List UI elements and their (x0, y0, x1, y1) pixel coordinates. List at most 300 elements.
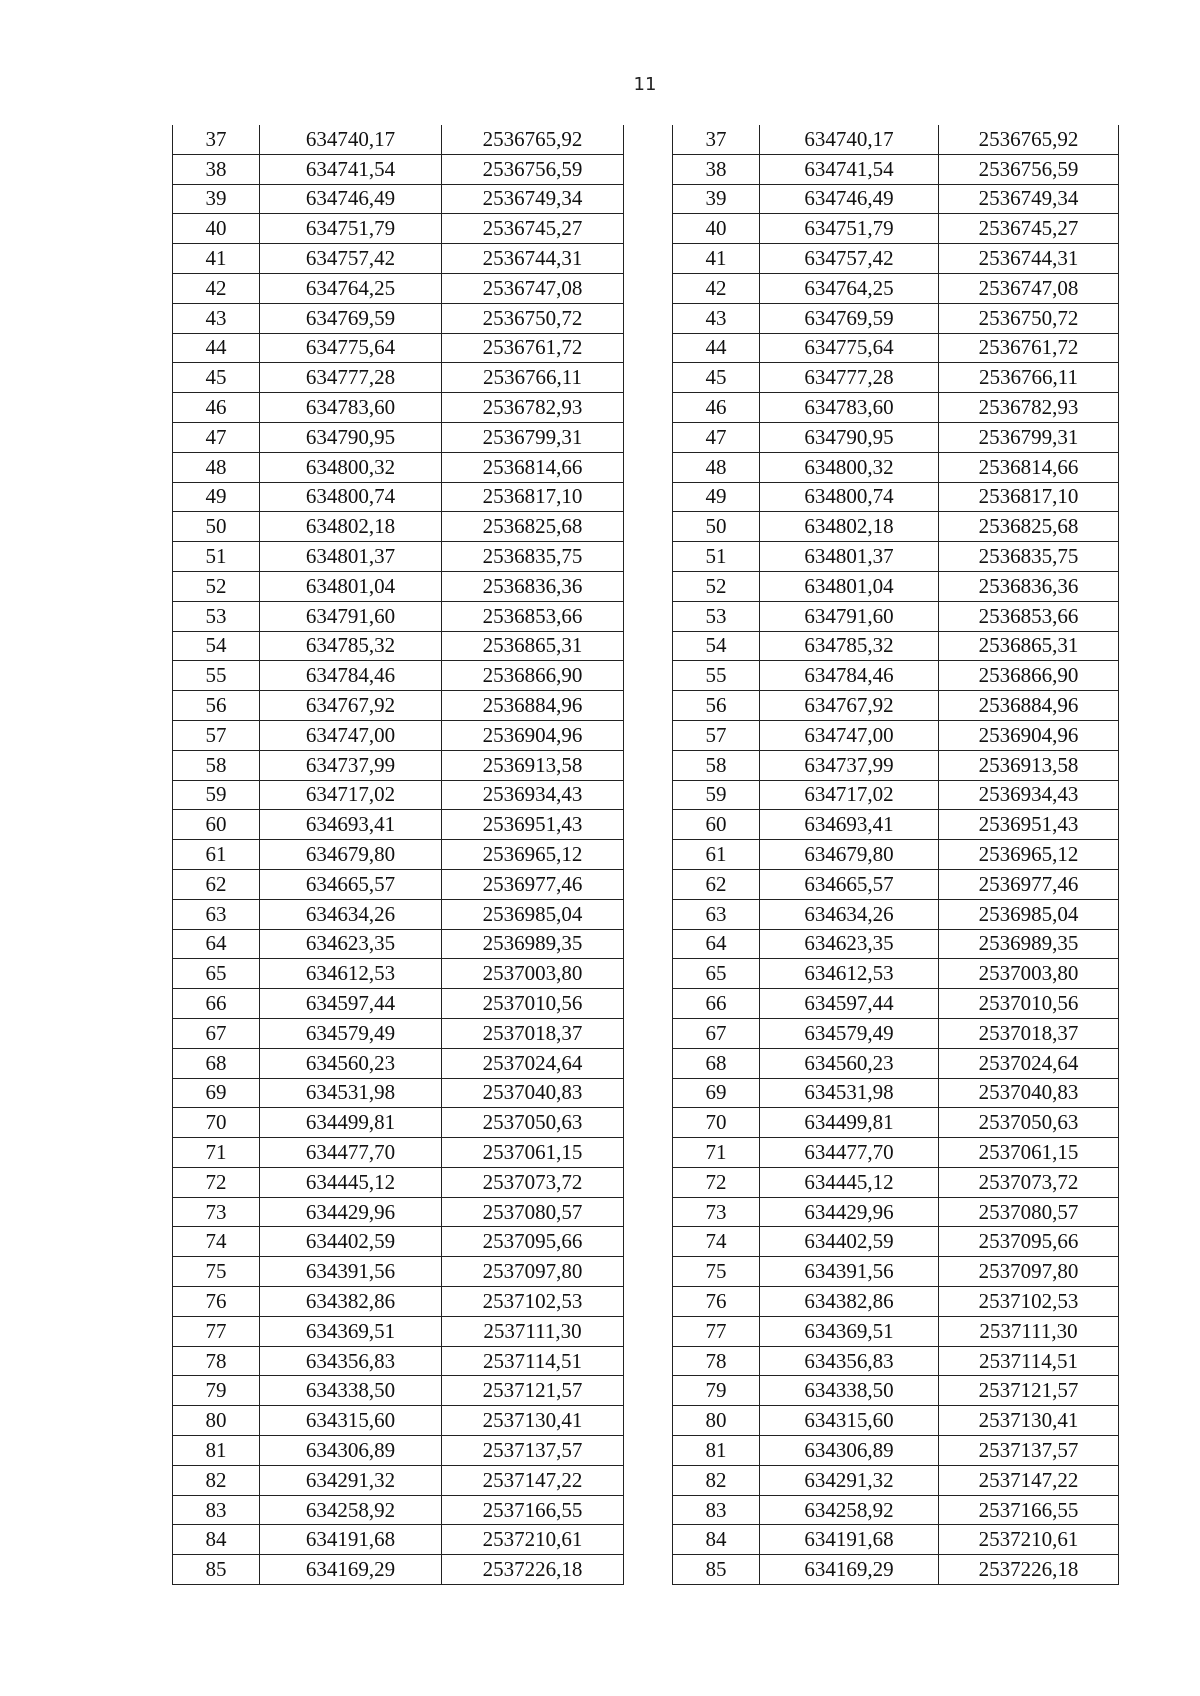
x-coordinate-right: 634597,44 (760, 989, 939, 1019)
y-coordinate-left: 2537010,56 (442, 989, 624, 1019)
x-coordinate-right: 634757,42 (760, 244, 939, 274)
x-coordinate-left: 634579,49 (260, 1018, 442, 1048)
y-coordinate-left: 2537050,63 (442, 1108, 624, 1138)
x-coordinate-right: 634764,25 (760, 273, 939, 303)
column-gap (624, 482, 673, 512)
point-number-left: 77 (173, 1316, 260, 1346)
y-coordinate-right: 2536913,58 (939, 750, 1119, 780)
point-number-right: 71 (673, 1138, 760, 1168)
x-coordinate-left: 634369,51 (260, 1316, 442, 1346)
x-coordinate-right: 634790,95 (760, 422, 939, 452)
table-row (173, 1227, 1119, 1257)
y-coordinate-left: 2537210,61 (442, 1525, 624, 1555)
x-coordinate-left: 634597,44 (260, 989, 442, 1019)
column-gap (624, 720, 673, 750)
table-row (173, 1108, 1119, 1138)
point-number-left: 75 (173, 1257, 260, 1287)
point-number-right: 54 (673, 631, 760, 661)
point-number-left: 48 (173, 452, 260, 482)
column-gap (624, 125, 673, 154)
column-gap (624, 1316, 673, 1346)
y-coordinate-left: 2537137,57 (442, 1436, 624, 1466)
point-number-right: 47 (673, 422, 760, 452)
x-coordinate-right: 634634,26 (760, 899, 939, 929)
point-number-right: 73 (673, 1197, 760, 1227)
point-number-right: 64 (673, 929, 760, 959)
point-number-left: 59 (173, 780, 260, 810)
y-coordinate-left: 2537061,15 (442, 1138, 624, 1168)
column-gap (624, 1555, 673, 1585)
point-number-right: 75 (673, 1257, 760, 1287)
table-row (173, 1495, 1119, 1525)
y-coordinate-right: 2536951,43 (939, 810, 1119, 840)
point-number-right: 69 (673, 1078, 760, 1108)
point-number-left: 64 (173, 929, 260, 959)
x-coordinate-left: 634612,53 (260, 959, 442, 989)
point-number-right: 45 (673, 363, 760, 393)
y-coordinate-left: 2536853,66 (442, 601, 624, 631)
x-coordinate-left: 634429,96 (260, 1197, 442, 1227)
y-coordinate-left: 2536744,31 (442, 244, 624, 274)
column-gap (624, 571, 673, 601)
y-coordinate-left: 2537095,66 (442, 1227, 624, 1257)
table-row (173, 452, 1119, 482)
x-coordinate-right: 634665,57 (760, 869, 939, 899)
column-gap (624, 1346, 673, 1376)
column-gap (624, 452, 673, 482)
y-coordinate-left: 2536749,34 (442, 184, 624, 214)
y-coordinate-left: 2536913,58 (442, 750, 624, 780)
y-coordinate-left: 2536747,08 (442, 273, 624, 303)
column-gap (624, 1257, 673, 1287)
y-coordinate-left: 2537080,57 (442, 1197, 624, 1227)
table-row (173, 125, 1119, 154)
x-coordinate-right: 634445,12 (760, 1167, 939, 1197)
x-coordinate-left: 634800,32 (260, 452, 442, 482)
table-row (173, 1376, 1119, 1406)
point-number-right: 82 (673, 1465, 760, 1495)
x-coordinate-right: 634429,96 (760, 1197, 939, 1227)
point-number-right: 42 (673, 273, 760, 303)
table-row (173, 571, 1119, 601)
x-coordinate-left: 634783,60 (260, 393, 442, 423)
point-number-left: 63 (173, 899, 260, 929)
point-number-left: 60 (173, 810, 260, 840)
x-coordinate-left: 634338,50 (260, 1376, 442, 1406)
x-coordinate-left: 634751,79 (260, 214, 442, 244)
x-coordinate-right: 634737,99 (760, 750, 939, 780)
column-gap (624, 1018, 673, 1048)
column-gap (624, 691, 673, 721)
point-number-left: 69 (173, 1078, 260, 1108)
x-coordinate-left: 634402,59 (260, 1227, 442, 1257)
x-coordinate-left: 634445,12 (260, 1167, 442, 1197)
column-gap (624, 810, 673, 840)
x-coordinate-right: 634369,51 (760, 1316, 939, 1346)
point-number-right: 63 (673, 899, 760, 929)
table-row (173, 422, 1119, 452)
point-number-right: 53 (673, 601, 760, 631)
point-number-right: 58 (673, 750, 760, 780)
x-coordinate-right: 634382,86 (760, 1287, 939, 1317)
y-coordinate-left: 2537073,72 (442, 1167, 624, 1197)
x-coordinate-left: 634477,70 (260, 1138, 442, 1168)
y-coordinate-right: 2537226,18 (939, 1555, 1119, 1585)
x-coordinate-right: 634315,60 (760, 1406, 939, 1436)
table-row (173, 661, 1119, 691)
point-number-right: 49 (673, 482, 760, 512)
x-coordinate-left: 634717,02 (260, 780, 442, 810)
coordinates-table-body (173, 125, 1119, 1585)
table-row (173, 542, 1119, 572)
x-coordinate-right: 634767,92 (760, 691, 939, 721)
y-coordinate-right: 2537061,15 (939, 1138, 1119, 1168)
point-number-right: 39 (673, 184, 760, 214)
y-coordinate-right: 2537147,22 (939, 1465, 1119, 1495)
point-number-left: 76 (173, 1287, 260, 1317)
x-coordinate-right: 634560,23 (760, 1048, 939, 1078)
x-coordinate-right: 634741,54 (760, 154, 939, 184)
point-number-right: 80 (673, 1406, 760, 1436)
y-coordinate-right: 2536866,90 (939, 661, 1119, 691)
x-coordinate-left: 634665,57 (260, 869, 442, 899)
x-coordinate-right: 634800,32 (760, 452, 939, 482)
x-coordinate-left: 634790,95 (260, 422, 442, 452)
y-coordinate-right: 2536761,72 (939, 333, 1119, 363)
x-coordinate-right: 634693,41 (760, 810, 939, 840)
table-row (173, 631, 1119, 661)
table-row (173, 869, 1119, 899)
column-gap (624, 393, 673, 423)
table-row (173, 482, 1119, 512)
y-coordinate-right: 2537018,37 (939, 1018, 1119, 1048)
point-number-left: 38 (173, 154, 260, 184)
column-gap (624, 1376, 673, 1406)
column-gap (624, 363, 673, 393)
table-row (173, 1048, 1119, 1078)
x-coordinate-right: 634791,60 (760, 601, 939, 631)
x-coordinate-left: 634623,35 (260, 929, 442, 959)
point-number-left: 51 (173, 542, 260, 572)
y-coordinate-left: 2537130,41 (442, 1406, 624, 1436)
y-coordinate-right: 2536782,93 (939, 393, 1119, 423)
column-gap (624, 1525, 673, 1555)
y-coordinate-left: 2536761,72 (442, 333, 624, 363)
table-row (173, 1555, 1119, 1585)
y-coordinate-right: 2536745,27 (939, 214, 1119, 244)
point-number-left: 72 (173, 1167, 260, 1197)
y-coordinate-left: 2536865,31 (442, 631, 624, 661)
y-coordinate-left: 2536965,12 (442, 840, 624, 870)
point-number-right: 83 (673, 1495, 760, 1525)
x-coordinate-right: 634402,59 (760, 1227, 939, 1257)
point-number-right: 77 (673, 1316, 760, 1346)
column-gap (624, 1078, 673, 1108)
y-coordinate-left: 2537111,30 (442, 1316, 624, 1346)
x-coordinate-right: 634291,32 (760, 1465, 939, 1495)
y-coordinate-right: 2537210,61 (939, 1525, 1119, 1555)
x-coordinate-right: 634802,18 (760, 512, 939, 542)
x-coordinate-left: 634767,92 (260, 691, 442, 721)
table-row (173, 601, 1119, 631)
y-coordinate-left: 2537024,64 (442, 1048, 624, 1078)
table-row (173, 303, 1119, 333)
y-coordinate-right: 2536904,96 (939, 720, 1119, 750)
x-coordinate-left: 634634,26 (260, 899, 442, 929)
point-number-right: 68 (673, 1048, 760, 1078)
x-coordinate-right: 634356,83 (760, 1346, 939, 1376)
table-row (173, 333, 1119, 363)
y-coordinate-left: 2536835,75 (442, 542, 624, 572)
x-coordinate-left: 634531,98 (260, 1078, 442, 1108)
table-row (173, 959, 1119, 989)
y-coordinate-right: 2536750,72 (939, 303, 1119, 333)
y-coordinate-right: 2537050,63 (939, 1108, 1119, 1138)
point-number-left: 79 (173, 1376, 260, 1406)
column-gap (624, 214, 673, 244)
x-coordinate-left: 634764,25 (260, 273, 442, 303)
point-number-left: 57 (173, 720, 260, 750)
x-coordinate-right: 634801,37 (760, 542, 939, 572)
y-coordinate-right: 2537121,57 (939, 1376, 1119, 1406)
table-row (173, 899, 1119, 929)
column-gap (624, 1436, 673, 1466)
point-number-left: 47 (173, 422, 260, 452)
point-number-right: 67 (673, 1018, 760, 1048)
x-coordinate-right: 634499,81 (760, 1108, 939, 1138)
x-coordinate-left: 634737,99 (260, 750, 442, 780)
y-coordinate-right: 2536817,10 (939, 482, 1119, 512)
x-coordinate-left: 634801,04 (260, 571, 442, 601)
point-number-left: 71 (173, 1138, 260, 1168)
y-coordinate-right: 2536766,11 (939, 363, 1119, 393)
table-row (173, 1465, 1119, 1495)
y-coordinate-right: 2537040,83 (939, 1078, 1119, 1108)
point-number-left: 52 (173, 571, 260, 601)
point-number-right: 41 (673, 244, 760, 274)
x-coordinate-left: 634499,81 (260, 1108, 442, 1138)
x-coordinate-right: 634623,35 (760, 929, 939, 959)
table-row (173, 1167, 1119, 1197)
point-number-right: 51 (673, 542, 760, 572)
table-row (173, 214, 1119, 244)
point-number-right: 48 (673, 452, 760, 482)
x-coordinate-left: 634785,32 (260, 631, 442, 661)
point-number-right: 38 (673, 154, 760, 184)
y-coordinate-left: 2536836,36 (442, 571, 624, 601)
point-number-right: 62 (673, 869, 760, 899)
x-coordinate-right: 634306,89 (760, 1436, 939, 1466)
y-coordinate-right: 2536765,92 (939, 125, 1119, 154)
y-coordinate-right: 2537097,80 (939, 1257, 1119, 1287)
column-gap (624, 273, 673, 303)
table-row (173, 1287, 1119, 1317)
y-coordinate-left: 2536951,43 (442, 810, 624, 840)
column-gap (624, 989, 673, 1019)
column-gap (624, 661, 673, 691)
column-gap (624, 869, 673, 899)
point-number-left: 37 (173, 125, 260, 154)
y-coordinate-left: 2536765,92 (442, 125, 624, 154)
point-number-left: 70 (173, 1108, 260, 1138)
point-number-right: 55 (673, 661, 760, 691)
table-row (173, 720, 1119, 750)
y-coordinate-right: 2536836,36 (939, 571, 1119, 601)
column-gap (624, 899, 673, 929)
y-coordinate-right: 2537003,80 (939, 959, 1119, 989)
y-coordinate-left: 2536766,11 (442, 363, 624, 393)
point-number-left: 62 (173, 869, 260, 899)
column-gap (624, 929, 673, 959)
table-row (173, 1525, 1119, 1555)
x-coordinate-right: 634801,04 (760, 571, 939, 601)
point-number-right: 52 (673, 571, 760, 601)
x-coordinate-left: 634315,60 (260, 1406, 442, 1436)
y-coordinate-left: 2536977,46 (442, 869, 624, 899)
x-coordinate-left: 634747,00 (260, 720, 442, 750)
point-number-left: 39 (173, 184, 260, 214)
y-coordinate-left: 2537102,53 (442, 1287, 624, 1317)
column-gap (624, 542, 673, 572)
point-number-right: 50 (673, 512, 760, 542)
point-number-left: 67 (173, 1018, 260, 1048)
x-coordinate-right: 634679,80 (760, 840, 939, 870)
y-coordinate-right: 2537137,57 (939, 1436, 1119, 1466)
column-gap (624, 1167, 673, 1197)
y-coordinate-right: 2536756,59 (939, 154, 1119, 184)
point-number-left: 61 (173, 840, 260, 870)
y-coordinate-left: 2536904,96 (442, 720, 624, 750)
point-number-left: 42 (173, 273, 260, 303)
column-gap (624, 1108, 673, 1138)
y-coordinate-left: 2537147,22 (442, 1465, 624, 1495)
point-number-right: 60 (673, 810, 760, 840)
x-coordinate-right: 634740,17 (760, 125, 939, 154)
point-number-right: 78 (673, 1346, 760, 1376)
point-number-right: 84 (673, 1525, 760, 1555)
x-coordinate-right: 634784,46 (760, 661, 939, 691)
x-coordinate-left: 634740,17 (260, 125, 442, 154)
y-coordinate-left: 2536756,59 (442, 154, 624, 184)
point-number-left: 85 (173, 1555, 260, 1585)
table-row (173, 1257, 1119, 1287)
x-coordinate-right: 634258,92 (760, 1495, 939, 1525)
x-coordinate-right: 634477,70 (760, 1138, 939, 1168)
table-row (173, 1138, 1119, 1168)
y-coordinate-left: 2536782,93 (442, 393, 624, 423)
table-row (173, 1406, 1119, 1436)
y-coordinate-right: 2536865,31 (939, 631, 1119, 661)
point-number-right: 46 (673, 393, 760, 423)
point-number-right: 79 (673, 1376, 760, 1406)
y-coordinate-left: 2536799,31 (442, 422, 624, 452)
y-coordinate-left: 2537018,37 (442, 1018, 624, 1048)
point-number-left: 82 (173, 1465, 260, 1495)
point-number-left: 58 (173, 750, 260, 780)
y-coordinate-left: 2536884,96 (442, 691, 624, 721)
y-coordinate-right: 2537080,57 (939, 1197, 1119, 1227)
column-gap (624, 512, 673, 542)
table-row (173, 1018, 1119, 1048)
point-number-left: 80 (173, 1406, 260, 1436)
x-coordinate-right: 634612,53 (760, 959, 939, 989)
point-number-right: 43 (673, 303, 760, 333)
point-number-left: 43 (173, 303, 260, 333)
point-number-right: 59 (673, 780, 760, 810)
y-coordinate-right: 2536749,34 (939, 184, 1119, 214)
point-number-right: 74 (673, 1227, 760, 1257)
y-coordinate-right: 2536977,46 (939, 869, 1119, 899)
y-coordinate-right: 2536934,43 (939, 780, 1119, 810)
table-row (173, 691, 1119, 721)
column-gap (624, 1197, 673, 1227)
y-coordinate-right: 2536814,66 (939, 452, 1119, 482)
table-row (173, 1078, 1119, 1108)
y-coordinate-right: 2537024,64 (939, 1048, 1119, 1078)
column-gap (624, 1465, 673, 1495)
table-row (173, 363, 1119, 393)
table-row (173, 154, 1119, 184)
table-row (173, 780, 1119, 810)
column-gap (624, 1406, 673, 1436)
point-number-right: 70 (673, 1108, 760, 1138)
y-coordinate-left: 2537003,80 (442, 959, 624, 989)
column-gap (624, 750, 673, 780)
point-number-left: 44 (173, 333, 260, 363)
x-coordinate-right: 634579,49 (760, 1018, 939, 1048)
column-gap (624, 333, 673, 363)
y-coordinate-right: 2536884,96 (939, 691, 1119, 721)
x-coordinate-right: 634191,68 (760, 1525, 939, 1555)
x-coordinate-right: 634717,02 (760, 780, 939, 810)
x-coordinate-right: 634777,28 (760, 363, 939, 393)
x-coordinate-right: 634783,60 (760, 393, 939, 423)
point-number-left: 55 (173, 661, 260, 691)
point-number-right: 40 (673, 214, 760, 244)
x-coordinate-left: 634560,23 (260, 1048, 442, 1078)
point-number-left: 73 (173, 1197, 260, 1227)
x-coordinate-left: 634801,37 (260, 542, 442, 572)
x-coordinate-right: 634338,50 (760, 1376, 939, 1406)
x-coordinate-right: 634775,64 (760, 333, 939, 363)
x-coordinate-left: 634693,41 (260, 810, 442, 840)
y-coordinate-left: 2537121,57 (442, 1376, 624, 1406)
y-coordinate-right: 2537095,66 (939, 1227, 1119, 1257)
x-coordinate-left: 634169,29 (260, 1555, 442, 1585)
x-coordinate-left: 634746,49 (260, 184, 442, 214)
column-gap (624, 303, 673, 333)
y-coordinate-left: 2536825,68 (442, 512, 624, 542)
x-coordinate-right: 634391,56 (760, 1257, 939, 1287)
x-coordinate-left: 634800,74 (260, 482, 442, 512)
point-number-right: 76 (673, 1287, 760, 1317)
column-gap (624, 422, 673, 452)
y-coordinate-left: 2536989,35 (442, 929, 624, 959)
coordinates-table (172, 125, 1119, 1585)
x-coordinate-left: 634777,28 (260, 363, 442, 393)
point-number-left: 83 (173, 1495, 260, 1525)
y-coordinate-right: 2537102,53 (939, 1287, 1119, 1317)
page-number-text: 11 (633, 74, 657, 95)
point-number-left: 53 (173, 601, 260, 631)
point-number-left: 74 (173, 1227, 260, 1257)
x-coordinate-left: 634356,83 (260, 1346, 442, 1376)
column-gap (624, 601, 673, 631)
table-row (173, 1346, 1119, 1376)
x-coordinate-left: 634382,86 (260, 1287, 442, 1317)
y-coordinate-left: 2537226,18 (442, 1555, 624, 1585)
point-number-right: 81 (673, 1436, 760, 1466)
